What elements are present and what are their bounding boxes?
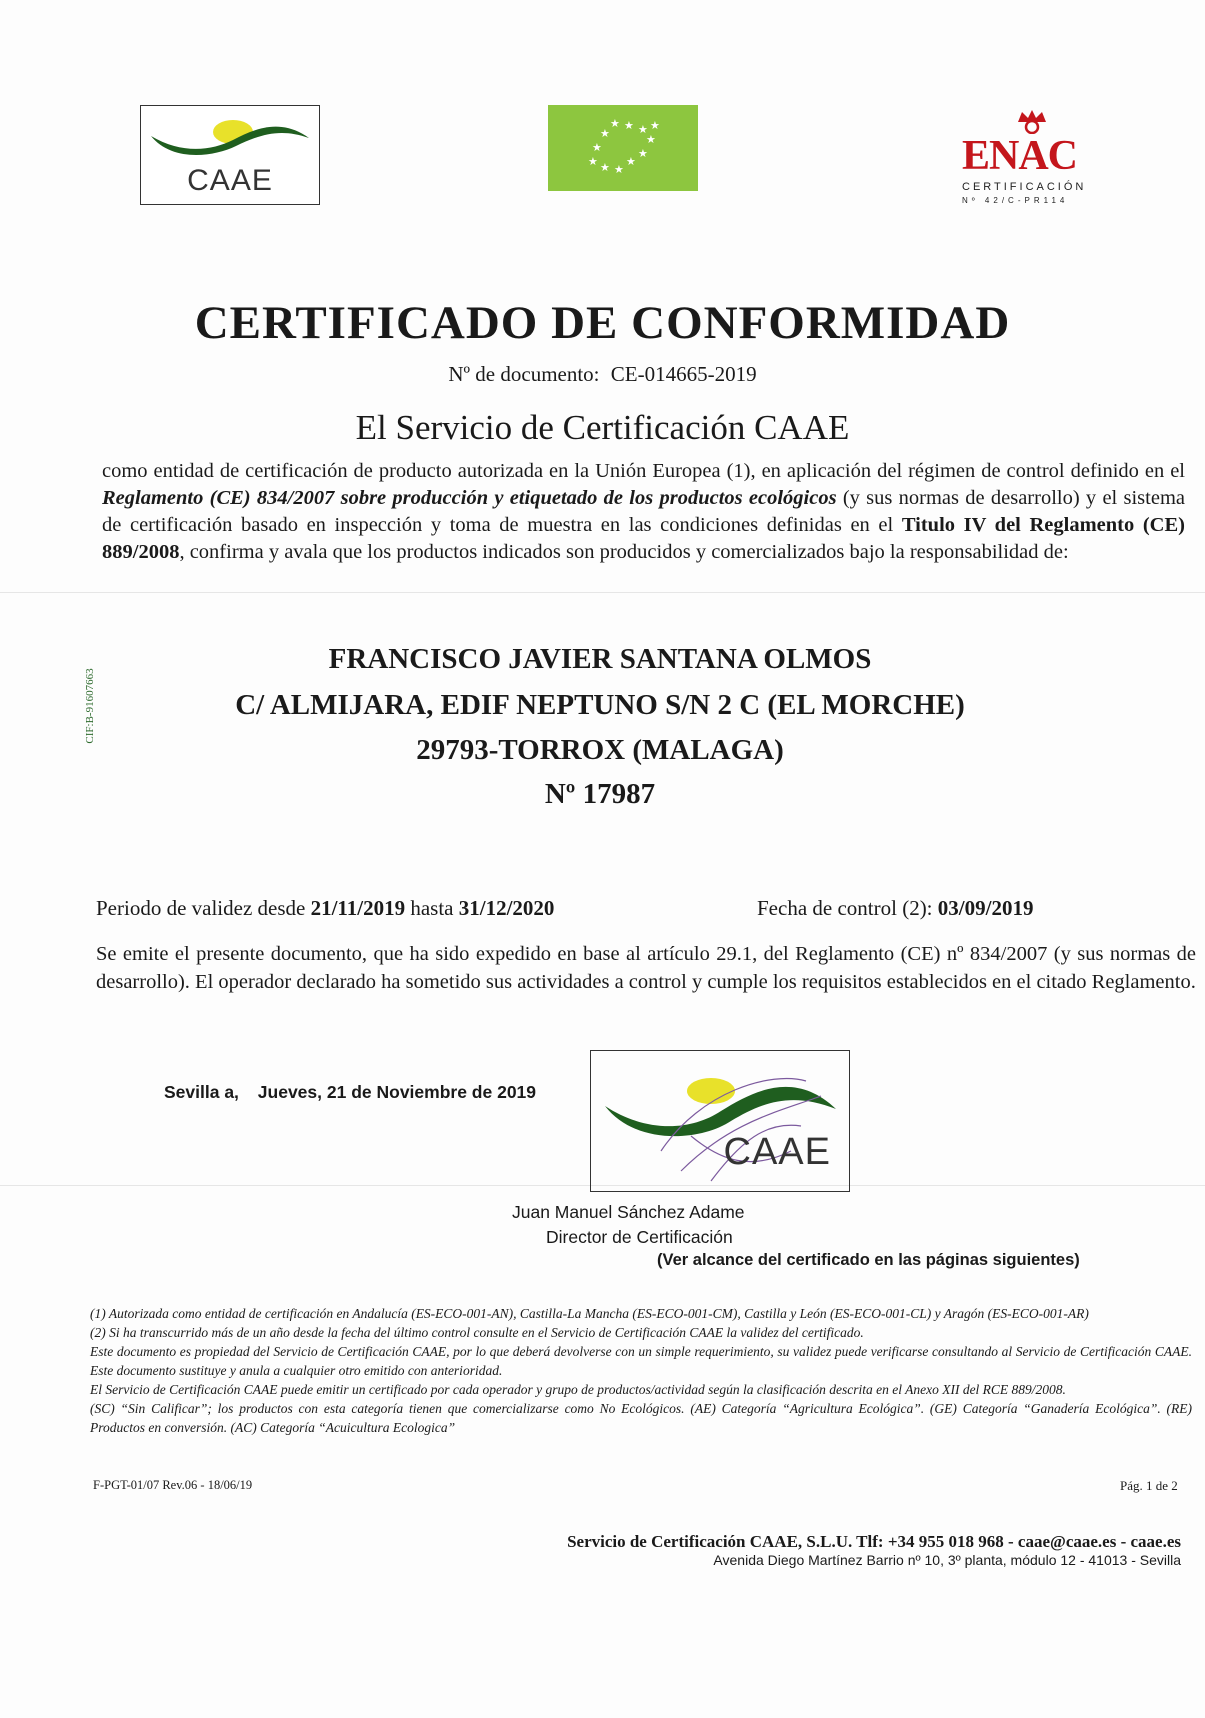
document-number-line: [0, 362, 1205, 387]
footnote-4: El Servicio de Certificación CAAE puede emitir un certificado por cada operador y grupo de productos/actividad según la clasificación descrita en el Anexo XII del RCE 889/2008.: [90, 1382, 1066, 1397]
footnote-1: (1) Autorizada como entidad de certificación en Andalucía (ES-ECO-001-AN), Castilla-La Mancha (ES-ECO-001-CM), Castilla y León (ES-ECO-001-CL) y Aragón (ES-ECO-001-AR): [90, 1306, 1089, 1321]
document-title: CERTIFICADO DE CONFORMIDAD: [194, 297, 1011, 349]
service-text-2: (y sus normas de desarrollo) y el sistema de certificación basado en inspección y toma de muestra en las condiciones definidas en el: [102, 487, 1185, 536]
svg-text:★: ★: [646, 133, 656, 146]
svg-text:★: ★: [592, 141, 602, 154]
svg-text:★: ★: [650, 119, 660, 132]
enac-logo-subtitle: CERTIFICACIÓN: [962, 181, 1087, 193]
footnote-2: (2) Si ha transcurrido más de un año desde la fecha del último control consulte en el Servicio de Certificación CAAE la validez del certificado.: [90, 1325, 864, 1340]
svg-text:★: ★: [600, 127, 610, 140]
operator-number: Nº 17987: [544, 778, 656, 810]
page-number: Pág. 1 de 2: [1120, 1478, 1178, 1493]
scan-line: [0, 592, 1205, 593]
enac-logo: [960, 108, 1100, 208]
validity-period: [96, 896, 554, 921]
form-code: F-PGT-01/07 Rev.06 - 18/06/19: [93, 1478, 253, 1492]
svg-text:★: ★: [610, 117, 620, 130]
regulation-834-2007: Reglamento (CE) 834/2007 sobre producción y etiquetado de los productos ecológicos: [102, 487, 837, 509]
svg-text:★: ★: [600, 161, 610, 174]
service-text-1: como entidad de certificación de producto autorizada en la Unión Europea (1), en aplicación del régimen de control definido en el: [102, 460, 1185, 482]
document-number-label: Nº de documento:: [448, 362, 600, 386]
svg-text:★: ★: [638, 123, 648, 136]
signature-place: Sevilla a,: [164, 1082, 239, 1102]
footnote-3: Este documento es propiedad del Servicio de Certificación CAAE, por lo que deberá devolverse con un simple requerimiento, su validez puede verificarse consultando al Servicio de Certificación CAAE. Este documento sustituye y anula a cualquier otro emitido con anterioridad.: [90, 1344, 1192, 1378]
operator-name: FRANCISCO JAVIER SANTANA OLMOS: [328, 643, 872, 675]
cif-vertical-text: CIF:B-91607663: [84, 668, 96, 744]
operator-address: C/ ALMIJARA, EDIF NEPTUNO S/N 2 C (EL MORCHE): [235, 689, 965, 721]
svg-text:★: ★: [614, 163, 624, 176]
validity-to-date: 31/12/2020: [458, 896, 555, 920]
footer-company: Servicio de Certificación CAAE, S.L.U. Tlf: +34 955 018 968 - caae@caae.es - caae.es: [567, 1532, 1181, 1551]
caae-logo: [140, 105, 320, 205]
signature-date-line: [164, 1082, 536, 1103]
footer-address: Avenida Diego Martínez Barrio nº 10, 3º planta, módulo 12 - 41013 - Sevilla: [713, 1552, 1181, 1568]
service-text-3: , confirma y avala que los productos indicados son producidos y comercializados bajo la responsabilidad de:: [179, 541, 1069, 563]
statement-paragraph: Se emite el presente documento, que ha sido expedido en base al artículo 29.1, del Reglamento (CE) nº 834/2007 (y sus normas de desarrollo). El operador declarado ha sometido sus actividades a control y cumple los requisitos establecidos en el citado Reglamento.: [96, 943, 1196, 993]
signatory-name: Juan Manuel Sánchez Adame: [512, 1202, 745, 1222]
footnote-5: (SC) “Sin Calificar”; los productos con esta categoría tienen que comercializarse como No Ecológicos. (AE) Categoría “Agricultura Ecológica”. (GE) Categoría “Ganadería Ecológica”. (RE) Productos en conversión. (AC) Categoría “Acuicultura Ecologica”: [90, 1401, 1192, 1435]
signatory-role: Director de Certificación: [546, 1227, 733, 1247]
svg-text:★: ★: [624, 119, 634, 132]
validity-label: Periodo de validez desde: [96, 896, 306, 920]
footnotes: [90, 1304, 1192, 1437]
validity-from-date: 21/11/2019: [310, 896, 406, 920]
signature-date: Jueves, 21 de Noviembre de 2019: [257, 1082, 537, 1102]
svg-text:★: ★: [638, 147, 648, 160]
document-number: CE-014665-2019: [610, 362, 757, 386]
control-date: 03/09/2019: [937, 896, 1034, 920]
caae-leaf-icon: [141, 106, 318, 166]
enac-logo-text: ENAC: [962, 133, 1078, 179]
enac-accreditation-number: Nº 42/C-PR114: [962, 196, 1069, 205]
stamp-caae-text: CAAE: [723, 1131, 831, 1173]
regulation-889-2008: Titulo IV del Reglamento (CE) 889/2008: [102, 514, 1185, 563]
service-paragraph: [102, 458, 1185, 566]
validity-until-label: hasta: [410, 896, 454, 920]
control-date-line: [757, 896, 1033, 921]
svg-text:★: ★: [588, 155, 598, 168]
scope-note: (Ver alcance del certificado en las páginas siguientes): [657, 1251, 1080, 1269]
operator-city: 29793-TORROX (MALAGA): [416, 734, 784, 766]
control-date-label: Fecha de control (2):: [757, 896, 933, 920]
service-title: El Servicio de Certificación CAAE: [355, 408, 850, 447]
eu-organic-leaf-icon: [548, 105, 698, 191]
svg-text:★: ★: [626, 155, 636, 168]
eu-organic-logo: [548, 105, 698, 191]
caae-logo-text: CAAE: [187, 164, 273, 197]
caae-stamp: [590, 1050, 850, 1192]
crown-icon: [1012, 108, 1052, 134]
